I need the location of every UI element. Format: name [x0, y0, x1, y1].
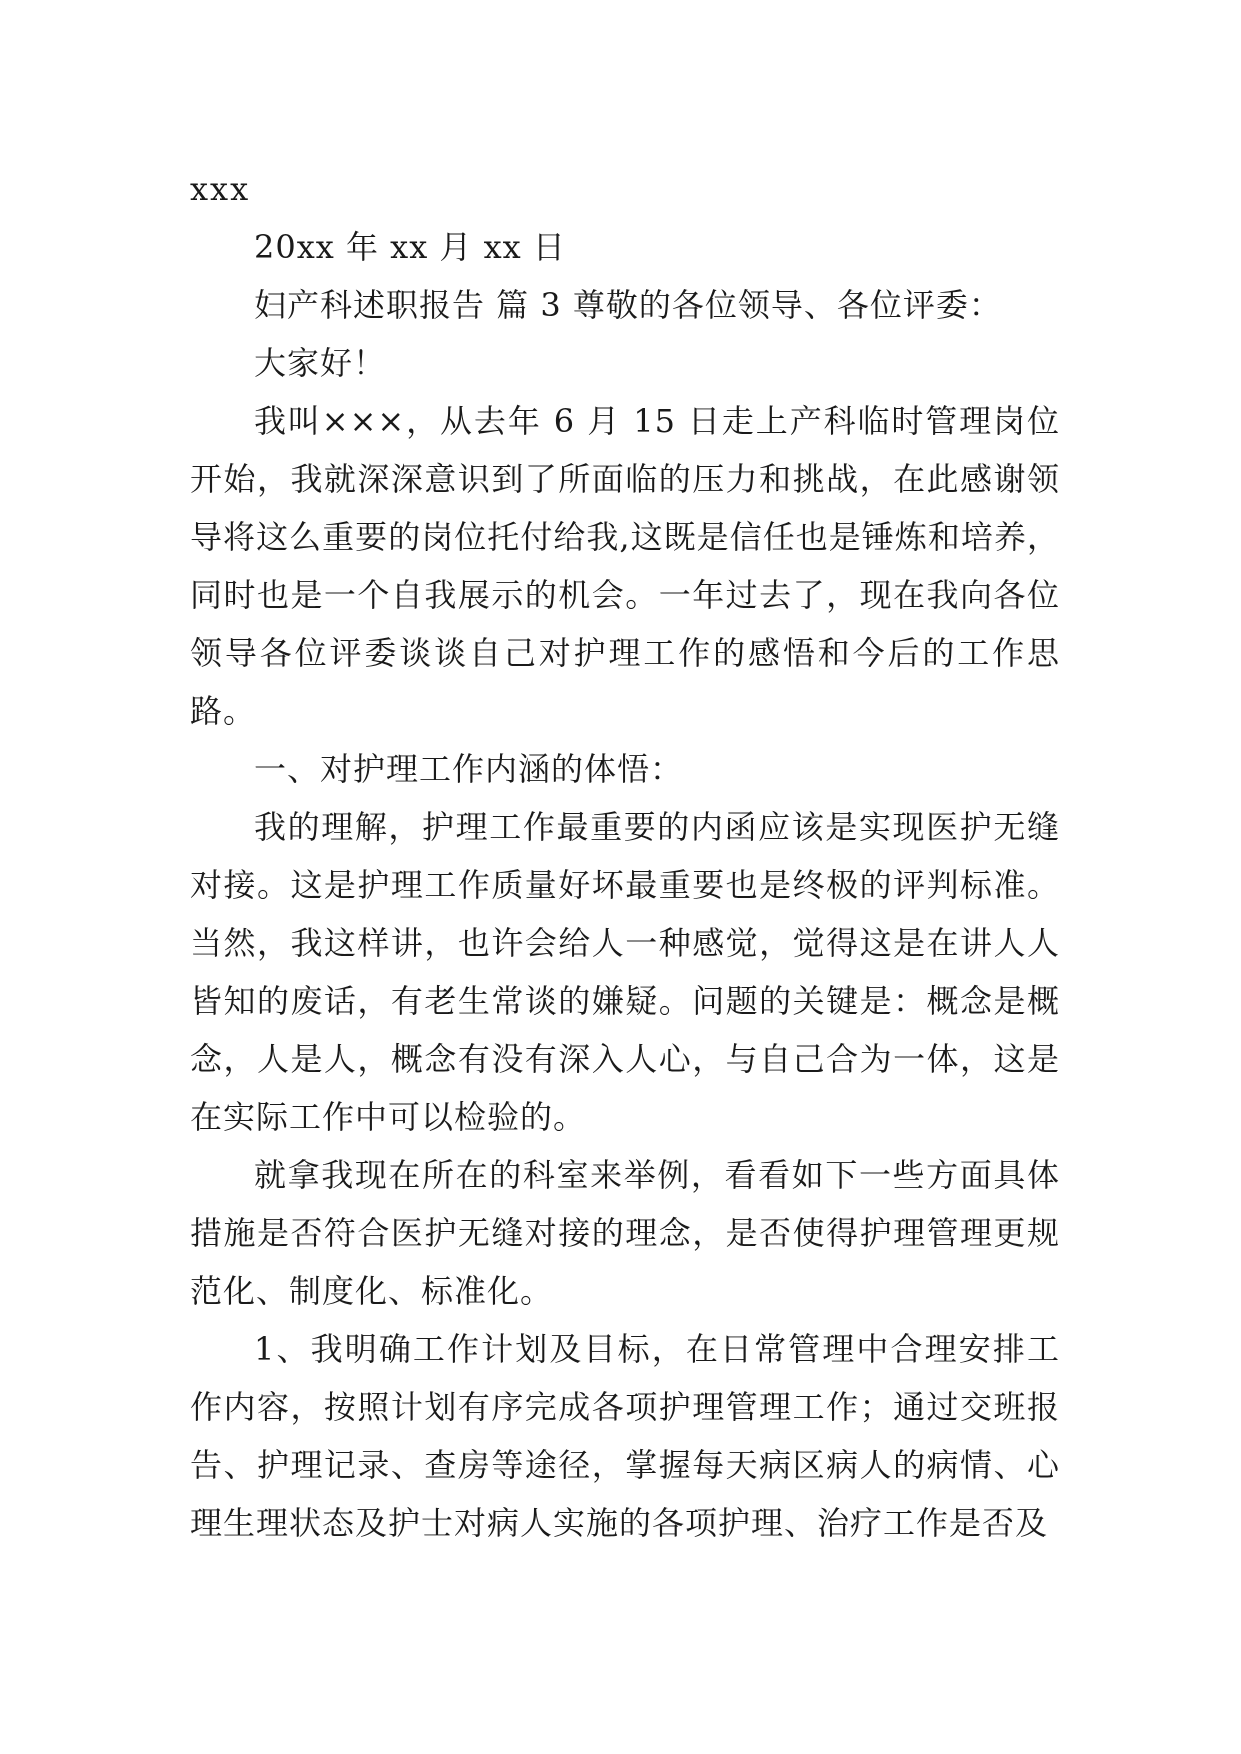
paragraph-date: 20xx 年 xx 月 xx 日 — [254, 228, 566, 266]
paragraph-intro: 我叫×××，从去年 6 月 15 日走上产科临时管理岗位开始，我就深深意识到了所面临的压力和挑战，在此感谢领导将这么重要的岗位托付给我,这既是信任也是锤炼和培养，同时也是一个自我展示的机会。一年过去了，现在我向各位领导各位评委谈谈自己对护理工作的感悟和今后的工作思路。 — [190, 402, 1060, 730]
paragraph-greeting: 大家好！ — [254, 344, 387, 382]
paragraph-understanding: 我的理解，护理工作最重要的内函应该是实现医护无缝对接。这是护理工作质量好坏最重要也是终极的评判标准。当然，我这样讲，也许会给人一种感觉，觉得这是在讲人人皆知的废话，有老生常谈的嫌疑。问题的关键是：概念是概念，人是人，概念有没有深入人心，与自己合为一体，这是在实际工作中可以检验的。 — [190, 808, 1060, 1136]
document-body — [190, 160, 1060, 1552]
paragraph-item-1: 1、我明确工作计划及目标，在日常管理中合理安排工作内容，按照计划有序完成各项护理管理工作；通过交班报告、护理记录、查房等途径，掌握每天病区病人的病情、心理生理状态及护士对病人实施的各项护理、治疗工作是否及 — [190, 1330, 1060, 1542]
paragraph-example: 就拿我现在所在的科室来举例，看看如下一些方面具体措施是否符合医护无缝对接的理念，是否使得护理管理更规范化、制度化、标准化。 — [190, 1156, 1060, 1310]
section-heading-1: 一、对护理工作内涵的体悟： — [254, 750, 684, 788]
paragraph-signature: xxx — [190, 170, 251, 208]
paragraph-title-salutation: 妇产科述职报告 篇 3 尊敬的各位领导、各位评委： — [254, 286, 1002, 324]
